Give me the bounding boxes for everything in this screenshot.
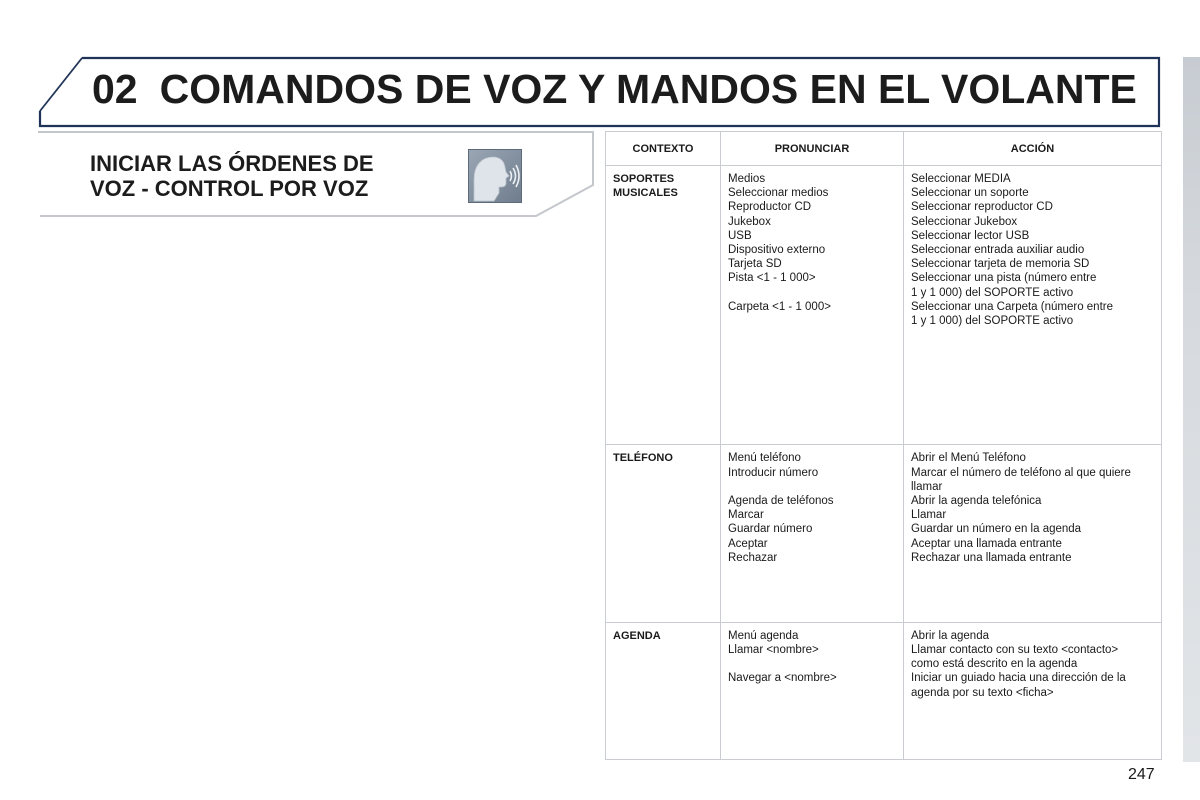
pronounce-text: Introducir número (728, 466, 819, 479)
action-text: Rechazar una llamada entrante (911, 551, 1072, 564)
pronounce-spacer (728, 480, 896, 494)
pronounce-cell (721, 166, 904, 445)
table-row (606, 445, 1162, 622)
voice-command-icon (468, 149, 522, 203)
column-header-pronounce: PRONUNCIAR (721, 132, 904, 166)
pronounce-text: Navegar a <nombre> (728, 672, 837, 685)
action-text: 1 y 1 000) del SOPORTE activo (911, 286, 1074, 299)
context-cell (606, 166, 721, 445)
action-text: Iniciar un guiado hacia una dirección de la (911, 672, 1126, 685)
pronounce-text: Dispositivo externo (728, 244, 826, 257)
action-text: Abrir el Menú Teléfono (911, 452, 1026, 465)
pronounce-cell (721, 445, 904, 622)
pronounce-text: Llamar <nombre> (728, 643, 819, 656)
pronounce-spacer (728, 286, 896, 300)
pronounce-text: Rechazar (728, 551, 778, 564)
action-text: Seleccionar lector USB (911, 229, 1030, 242)
action-text: Seleccionar Jukebox (911, 215, 1018, 228)
pronounce-text: Agenda de teléfonos (728, 495, 834, 508)
pronounce-text: Tarjeta SD (728, 258, 782, 271)
pronounce-text: Jukebox (728, 215, 771, 228)
pronounce-text: USB (728, 229, 752, 242)
action-text: como está descrito en la agenda (911, 658, 1078, 671)
pronounce-text: Carpeta <1 - 1 000> (728, 300, 831, 313)
action-text: Abrir la agenda telefónica (911, 495, 1042, 508)
action-text: Seleccionar MEDIA (911, 173, 1011, 185)
context-text: SOPORTES (613, 173, 675, 185)
pronounce-text: Guardar número (728, 523, 813, 536)
action-text: Seleccionar reproductor CD (911, 201, 1053, 214)
action-cell (904, 166, 1162, 445)
action-cell (904, 622, 1162, 759)
action-text: Seleccionar entrada auxiliar audio (911, 244, 1085, 257)
section-title (90, 151, 374, 201)
section-title-line-1: INICIAR LAS ÓRDENES DE (90, 151, 374, 176)
pronounce-text: Menú teléfono (728, 452, 801, 465)
chapter-title (92, 66, 1137, 113)
pronounce-text: Pista <1 - 1 000> (728, 272, 816, 285)
context-text: AGENDA (613, 629, 661, 642)
pronounce-text: Seleccionar medios (728, 187, 829, 200)
action-text: Llamar (911, 509, 947, 522)
table-row (606, 166, 1162, 445)
pronounce-text: Menú agenda (728, 629, 799, 642)
pronounce-text: Reproductor CD (728, 201, 812, 214)
action-text: Seleccionar una Carpeta (número entre (911, 300, 1114, 313)
page-number: 247 (1128, 766, 1155, 783)
pronounce-spacer (728, 657, 896, 671)
action-text: Guardar un número en la agenda (911, 523, 1082, 536)
table-header-row (606, 132, 1162, 166)
action-text: Seleccionar un soporte (911, 187, 1029, 200)
chapter-title-text: COMANDOS DE VOZ Y MANDOS EN EL VOLANTE (159, 66, 1137, 112)
table-row (606, 622, 1162, 759)
context-cell (606, 622, 721, 759)
column-header-action: ACCIÓN (904, 132, 1162, 166)
chapter-number: 02 (92, 66, 138, 112)
pronounce-text: Aceptar (728, 537, 768, 550)
action-text: llamar (911, 480, 943, 493)
action-text: agenda por su texto <ficha> (911, 686, 1054, 699)
action-text: Llamar contacto con su texto <contacto> (911, 643, 1119, 656)
action-text: 1 y 1 000) del SOPORTE activo (911, 315, 1074, 328)
context-text: TELÉFONO (613, 452, 673, 465)
voice-command-table (605, 131, 1161, 760)
action-cell (904, 445, 1162, 622)
pronounce-text: Medios (728, 173, 766, 185)
pronounce-cell (721, 622, 904, 759)
action-text: Abrir la agenda (911, 629, 989, 642)
action-text: Aceptar una llamada entrante (911, 537, 1062, 550)
context-text: MUSICALES (613, 187, 678, 200)
context-cell (606, 445, 721, 622)
pronounce-text: Marcar (728, 509, 764, 522)
action-text: Marcar el número de teléfono al que quiere (911, 466, 1131, 479)
action-text: Seleccionar una pista (número entre (911, 272, 1097, 285)
chapter-edge-tab (1183, 57, 1200, 762)
action-text: Seleccionar tarjeta de memoria SD (911, 258, 1090, 271)
section-title-line-2: VOZ - CONTROL POR VOZ (90, 176, 369, 201)
column-header-context: CONTEXTO (606, 132, 721, 166)
